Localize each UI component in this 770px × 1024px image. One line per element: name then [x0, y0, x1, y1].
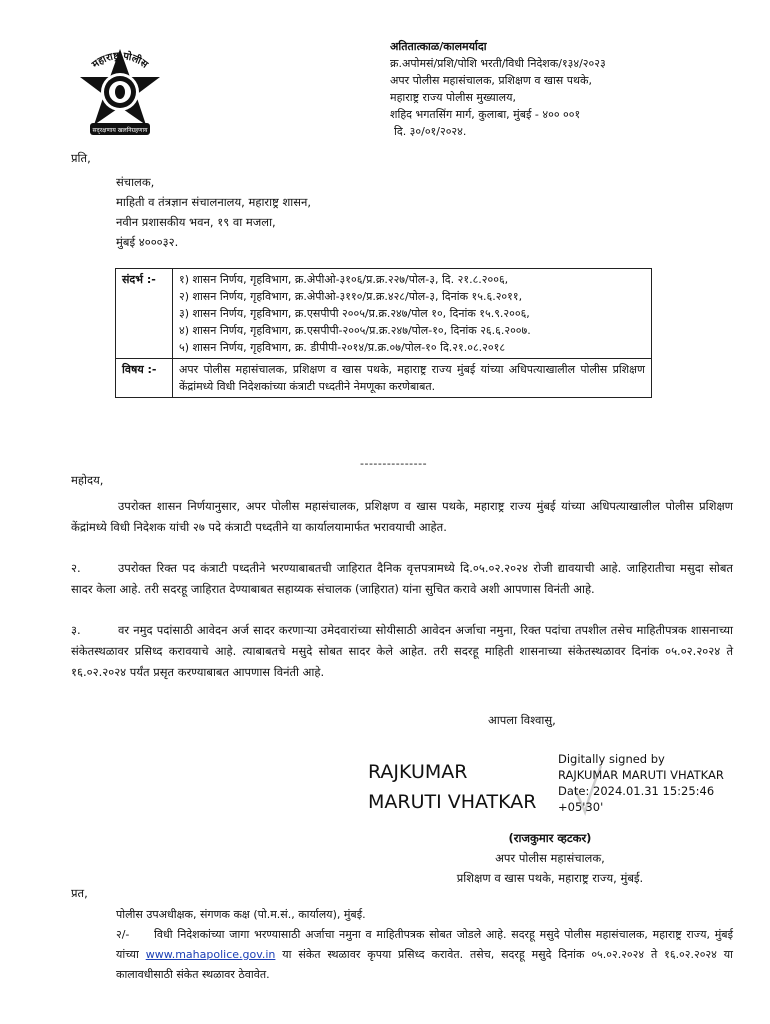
digital-signature-details — [558, 751, 724, 815]
signature-detail-line: +05'30' — [558, 800, 604, 814]
salutation: महोदय, — [71, 473, 104, 487]
subject-label: विषय :- — [116, 359, 173, 398]
subject-row — [116, 359, 652, 398]
body-paragraph-2 — [71, 558, 733, 600]
recipient-line: मुंबई ४०००३२. — [116, 235, 179, 249]
references-list — [172, 269, 651, 359]
svg-text:महाराष्ट्र पोलीस: महाराष्ट्र पोलीस — [90, 50, 150, 71]
closing-text: आपला विश्वासु, — [488, 713, 556, 727]
copy-recipient: पोलीस उपअधीक्षक, संगणक कक्ष (पो.म.सं., कार्यालय), मुंबई. — [116, 908, 366, 921]
paragraph-number: २/- — [116, 928, 130, 941]
mahapolice-website-link[interactable]: www.mahapolice.gov.in — [145, 948, 276, 961]
reference-item: ४) शासन निर्णय, गृहविभाग, क्र.एसपीपी-२००५/प्र.क्र.२४७/पोल-१०, दिनांक २६.६.२००७. — [178, 324, 531, 337]
reference-item: ५) शासन निर्णय, गृहविभाग, क्र. डीपीपी-२०१४/प्र.क्र.०७/पोल-१० दि.२१.०८.२०१८ — [178, 341, 506, 354]
signer-name-large — [368, 757, 537, 817]
paragraph-text: उपरोक्त रिक्त पद कंत्राटी पध्दतीने भरण्याबाबतची जाहिरात दैनिक वृत्तपत्रामध्ये दि.०५.०२.२०२४ रोजी द्यावयाची आहे. जाहिरातीचा मसुदा सोबत सादर केला आहे. तरी सदरहू जाहिरात देण्याबाबत सहाय्यक संचालक (जाहिरात) यांना सुचित करावे अशी आपणास विनंती आहे. — [71, 561, 733, 596]
recipient-line: नवीन प्रशासकीय भवन, १९ वा मजला, — [116, 215, 276, 229]
to-label: प्रति, — [71, 151, 91, 165]
copy-text: या संकेत स्थळावर कृपया प्रसिध्द करावेत. तसेच, सदरहू मसुदे दिनांक ०५.०२.२०२४ ते १६.०२.२०२४ या कालावधीसाठी संकेत स्थळावर ठेवावेत. — [116, 948, 733, 981]
office-line: शहिद भगतसिंग मार्ग, कुलाबा, मुंबई - ४०० ००१ — [390, 108, 581, 121]
references-row — [116, 269, 652, 359]
signature-detail-line: Digitally signed by — [558, 752, 665, 766]
copy-text: विधी निदेशकांच्या जागा भरण्यासाठी अर्जाचा नमुना व माहितीपत्रक सोबत जोडले आहे. सदरहू मसुदे पोलीस महासंचालक, महाराष्ट्र राज्य, मुंबई यांच्या — [116, 928, 733, 961]
letter-date: दि. ३०/०१/२०२४. — [394, 125, 467, 138]
body-paragraph-1: उपरोक्त शासन निर्णयानुसार, अपर पोलीस महासंचालक, प्रशिक्षण व खास पथके, महाराष्ट्र राज्य मुंबई यांच्या अधिपत्याखालील पोलीस प्रशिक्षण केंद्रांमध्ये विधी निदेशक यांची २७ पदे कंत्राटी पध्दतीने या कार्यालयामार्फत भरावयाची आहेत. — [71, 499, 733, 534]
reference-item: ३) शासन निर्णय, गृहविभाग, क्र.एसपीपी २००५/प्र.क्र.२४७/पोल १०, दिनांक १५.९.२००६, — [178, 307, 530, 320]
separator: --------------- — [360, 457, 428, 470]
letter-header — [390, 38, 750, 140]
copy-label: प्रत, — [71, 886, 88, 900]
signatory-designation: अपर पोलीस महासंचालक, — [495, 851, 605, 865]
office-line: महाराष्ट्र राज्य पोलीस मुख्यालय, — [390, 91, 516, 104]
copy-paragraph — [116, 925, 733, 985]
references-label: संदर्भ :- — [116, 269, 173, 359]
recipient-address — [116, 172, 311, 252]
urgency-label: अतितात्काळ/कालमर्यादा — [390, 40, 487, 53]
signature-detail-line: RAJKUMAR MARUTI VHATKAR — [558, 768, 724, 782]
paragraph-number: २. — [71, 561, 81, 575]
office-line: अपर पोलीस महासंचालक, प्रशिक्षण व खास पथके, — [390, 74, 592, 87]
reference-item: १) शासन निर्णय, गृहविभाग, क्र.अेपीओ-३१०६/प्र.क्र.२२७/पोल-३, दि. २१.८.२००६, — [178, 273, 509, 286]
signature-detail-line: Date: 2024.01.31 15:25:46 — [558, 784, 715, 798]
signatory-block — [420, 828, 680, 888]
subject-text: अपर पोलीस महासंचालक, प्रशिक्षण व खास पथके, महाराष्ट्र राज्य मुंबई यांच्या अधिपत्याखालील पोलीस प्रशिक्षण केंद्रांमध्ये विधी निदेशकांच्या कंत्राटी पध्दतीने नेमणूका करणेबाबत. — [172, 359, 651, 398]
paragraph-number: ३. — [71, 623, 81, 637]
signatory-designation: प्रशिक्षण व खास पथके, महाराष्ट्र राज्य, मुंबई. — [456, 871, 644, 885]
reference-number: क्र.अपोमसं/प्रशि/पोशि भरती/विधी निदेशक/१३४/२०२३ — [390, 57, 606, 70]
recipient-line: संचालक, — [116, 175, 155, 189]
reference-item: २) शासन निर्णय, गृहविभाग, क्र.अेपीओ-३११०/प्र.क्र.४२८/पोल-३, दिनांक १५.६.२०११, — [178, 290, 523, 303]
police-emblem-logo — [70, 45, 170, 140]
signer-name-line: RAJKUMAR — [368, 761, 468, 783]
svg-text:सद्‌रक्षणाय खलनिग्रहणाय: सद्‌रक्षणाय खलनिग्रहणाय — [92, 127, 148, 134]
signatory-marathi-name: (राजकुमार व्हटकर) — [508, 831, 592, 845]
body-paragraph-3 — [71, 620, 733, 683]
recipient-line: माहिती व तंत्रज्ञान संचालनालय, महाराष्ट्र शासन, — [116, 195, 312, 209]
paragraph-text: वर नमुद पदांसाठी आवेदन अर्ज सादर करणाऱ्या उमेदवारांच्या सोयीसाठी आवेदन अर्जाचा नमुना, रिक्त पदांचा तपशील तसेच माहितीपत्रक शासनाच्या संकेतस्थळावर प्रसिध्द करावयाचे आहे. त्याबाबतचे मसुदे सोबत सादर केले आहेत. तरी सदरहू माहिती शासनाच्या संकेतस्थळावर दिनांक ०५.०२.२०२४ ते १६.०२.२०२४ पर्यंत प्रसृत करण्याबाबत आपणास विनंती आहे. — [71, 623, 733, 679]
signer-name-line: MARUTI VHATKAR — [368, 791, 537, 813]
reference-table — [115, 268, 652, 398]
